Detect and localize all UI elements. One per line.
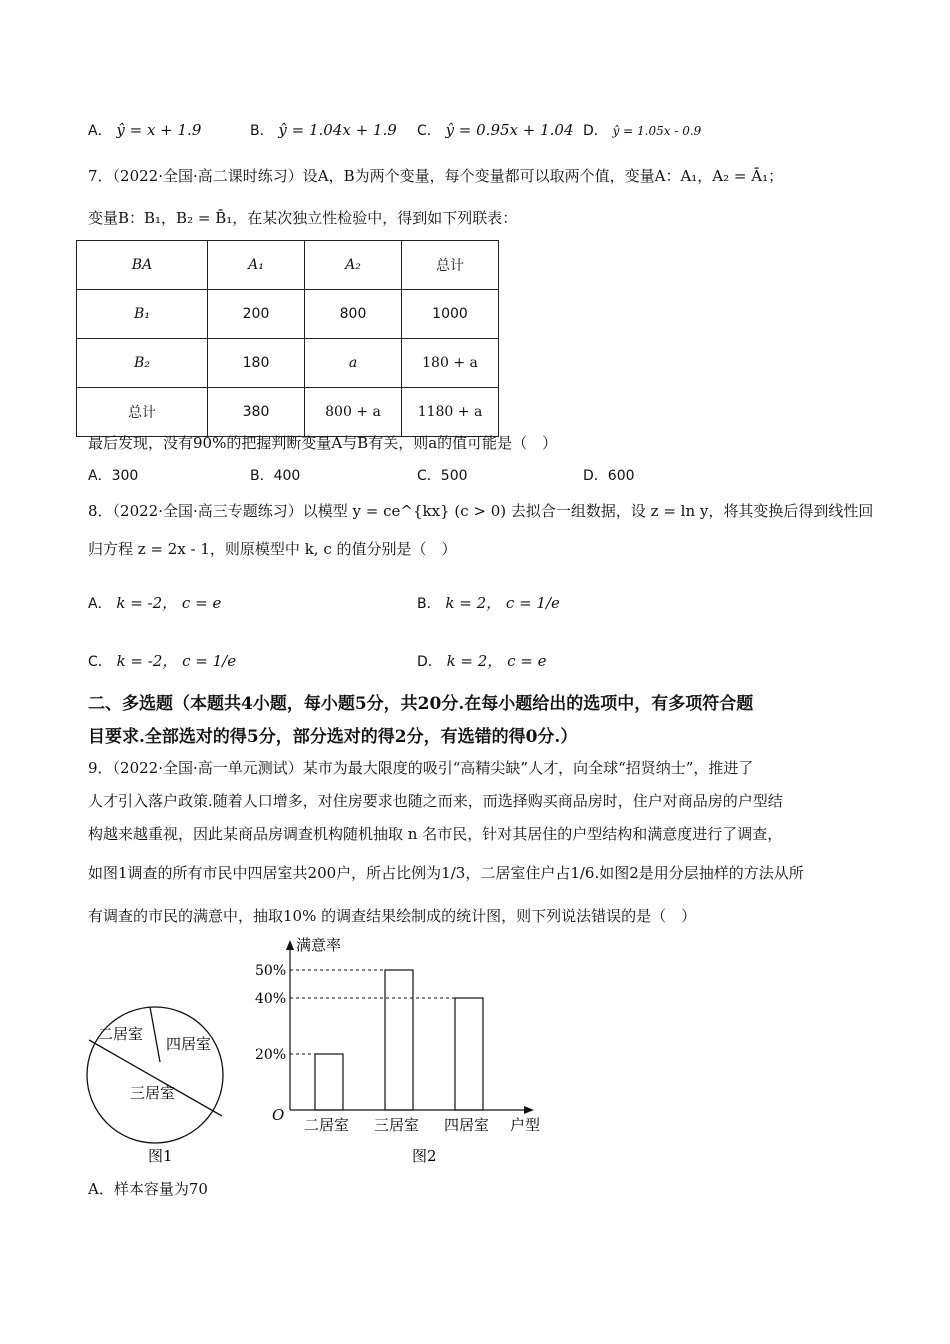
- x-tick-label: 四居室: [444, 1116, 490, 1134]
- q9-stem-line: 如图1调查的所有市民中四居室共200户，所占比例为1/3，二居室住户占1/6.如图2是用分层抽样的方法从所: [88, 864, 804, 882]
- bar: [385, 970, 413, 1110]
- table-row: [77, 290, 499, 339]
- table-header-cell: A₁: [208, 241, 305, 290]
- bar-chart-title: 图2: [412, 1147, 437, 1165]
- pie-chart: [87, 1007, 223, 1165]
- table-header-cell: A₂: [305, 241, 402, 290]
- table-header-cell: BA: [77, 241, 208, 290]
- table-cell: 180 + a: [402, 339, 499, 388]
- table-header-cell: 总计: [402, 241, 499, 290]
- table-cell: 200: [208, 290, 305, 339]
- q8-stem-line1: 8．（2022·全国·高三专题练习）以模型 y = ce^{kx} (c > 0) 去拟合一组数据，设 z = ln y，将其变换后得到线性回: [88, 502, 874, 520]
- q7-question: 最后发现，没有90%的把握判断变量A与B有关，则a的值可能是（ ）: [88, 434, 558, 452]
- y-axis-arrow: [286, 940, 294, 950]
- pie-label-four-room: 四居室: [166, 1035, 212, 1053]
- y-tick-label: 40%: [255, 991, 287, 1007]
- q8-option-c: C． k = -2， c = 1/e: [88, 652, 237, 670]
- table-cell: 1180 + a: [402, 388, 499, 437]
- origin-label: O: [272, 1106, 285, 1124]
- x-axis-label: 户型: [510, 1116, 541, 1134]
- x-tick-label: 三居室: [374, 1116, 420, 1134]
- table-cell: 180: [208, 339, 305, 388]
- q8-option-a: A． k = -2， c = e: [88, 594, 222, 612]
- contingency-table: [76, 240, 499, 437]
- q9-stem-line: 人才引入落户政策.随着人口增多，对住房要求也随之而来，而选择购买商品房时，住户对商品房的户型结: [88, 792, 783, 810]
- y-tick-label: 20%: [255, 1047, 287, 1063]
- table-cell: B₁: [77, 290, 208, 339]
- q8-option-b: B． k = 2， c = 1/e: [417, 594, 560, 612]
- q6-option-b: B． ŷ = 1.04x + 1.9: [250, 121, 397, 139]
- q8-stem-line2: 归方程 z = 2x - 1，则原模型中 k, c 的值分别是（ ）: [88, 540, 457, 558]
- q7-option-a: A．300: [88, 468, 139, 484]
- q9-stem-line: 9．（2022·全国·高一单元测试）某市为最大限度的吸引“高精尖缺”人才，向全球“招贤纳士”，推进了: [88, 759, 754, 777]
- table-cell: 总计: [77, 388, 208, 437]
- q8-option-d: D． k = 2， c = e: [417, 652, 547, 670]
- q9-stem-line: 构越来越重视，因此某商品房调查机构随机抽取 n 名市民，针对其居住的户型结构和满意度进行了调查，: [88, 825, 783, 843]
- y-axis-label: 满意率: [296, 936, 342, 954]
- pie-slice-divider: [150, 1007, 160, 1062]
- pie-label-three-room: 三居室: [130, 1084, 176, 1102]
- x-tick-label: 二居室: [304, 1116, 350, 1134]
- table-cell: B₂: [77, 339, 208, 388]
- table-cell: 1000: [402, 290, 499, 339]
- bar-chart: [255, 936, 540, 1165]
- pie-title: 图1: [148, 1147, 173, 1165]
- q7-option-d: D．600: [583, 468, 635, 484]
- figures: [0, 930, 600, 1170]
- q7-option-b: B．400: [250, 468, 301, 484]
- q9-stem-line: 有调查的市民的满意中，抽取10% 的调查结果绘制成的统计图，则下列说法错误的是（ ）: [88, 907, 697, 925]
- q6-option-c: C． ŷ = 0.95x + 1.04: [417, 121, 574, 139]
- q6-option-d: D． ŷ = 1.05x - 0.9: [583, 123, 702, 139]
- q7-stem-line2: 变量B：B₁，B₂ = B̄₁，在某次独立性检验中，得到如下列联表：: [88, 209, 518, 227]
- table-row: [77, 388, 499, 437]
- table-cell: a: [305, 339, 402, 388]
- pie-label-two-room: 二居室: [98, 1025, 144, 1043]
- y-tick-label: 50%: [255, 963, 287, 979]
- table-cell: 800 + a: [305, 388, 402, 437]
- section-heading-line2: 目要求.全部选对的得5分，部分选对的得2分，有选错的得0分.）: [88, 727, 578, 747]
- section-heading-line1: 二、多选题（本题共4小题，每小题5分，共20分.在每小题给出的选项中，有多项符合题: [88, 694, 754, 714]
- table-row: [77, 339, 499, 388]
- table-cell: 380: [208, 388, 305, 437]
- q6-option-a: A． ŷ = x + 1.9: [88, 121, 202, 139]
- q7-option-c: C．500: [417, 468, 468, 484]
- bar: [315, 1054, 343, 1110]
- q7-stem-line1: 7．（2022·全国·高二课时练习）设A，B为两个变量，每个变量都可以取两个值，变量A：A₁，A₂ = Ā₁；: [88, 167, 784, 185]
- q9-option-a: A．样本容量为70: [88, 1180, 208, 1198]
- bar: [455, 998, 483, 1110]
- table-cell: 800: [305, 290, 402, 339]
- table-header-row: [77, 241, 499, 290]
- x-axis-arrow: [524, 1106, 534, 1114]
